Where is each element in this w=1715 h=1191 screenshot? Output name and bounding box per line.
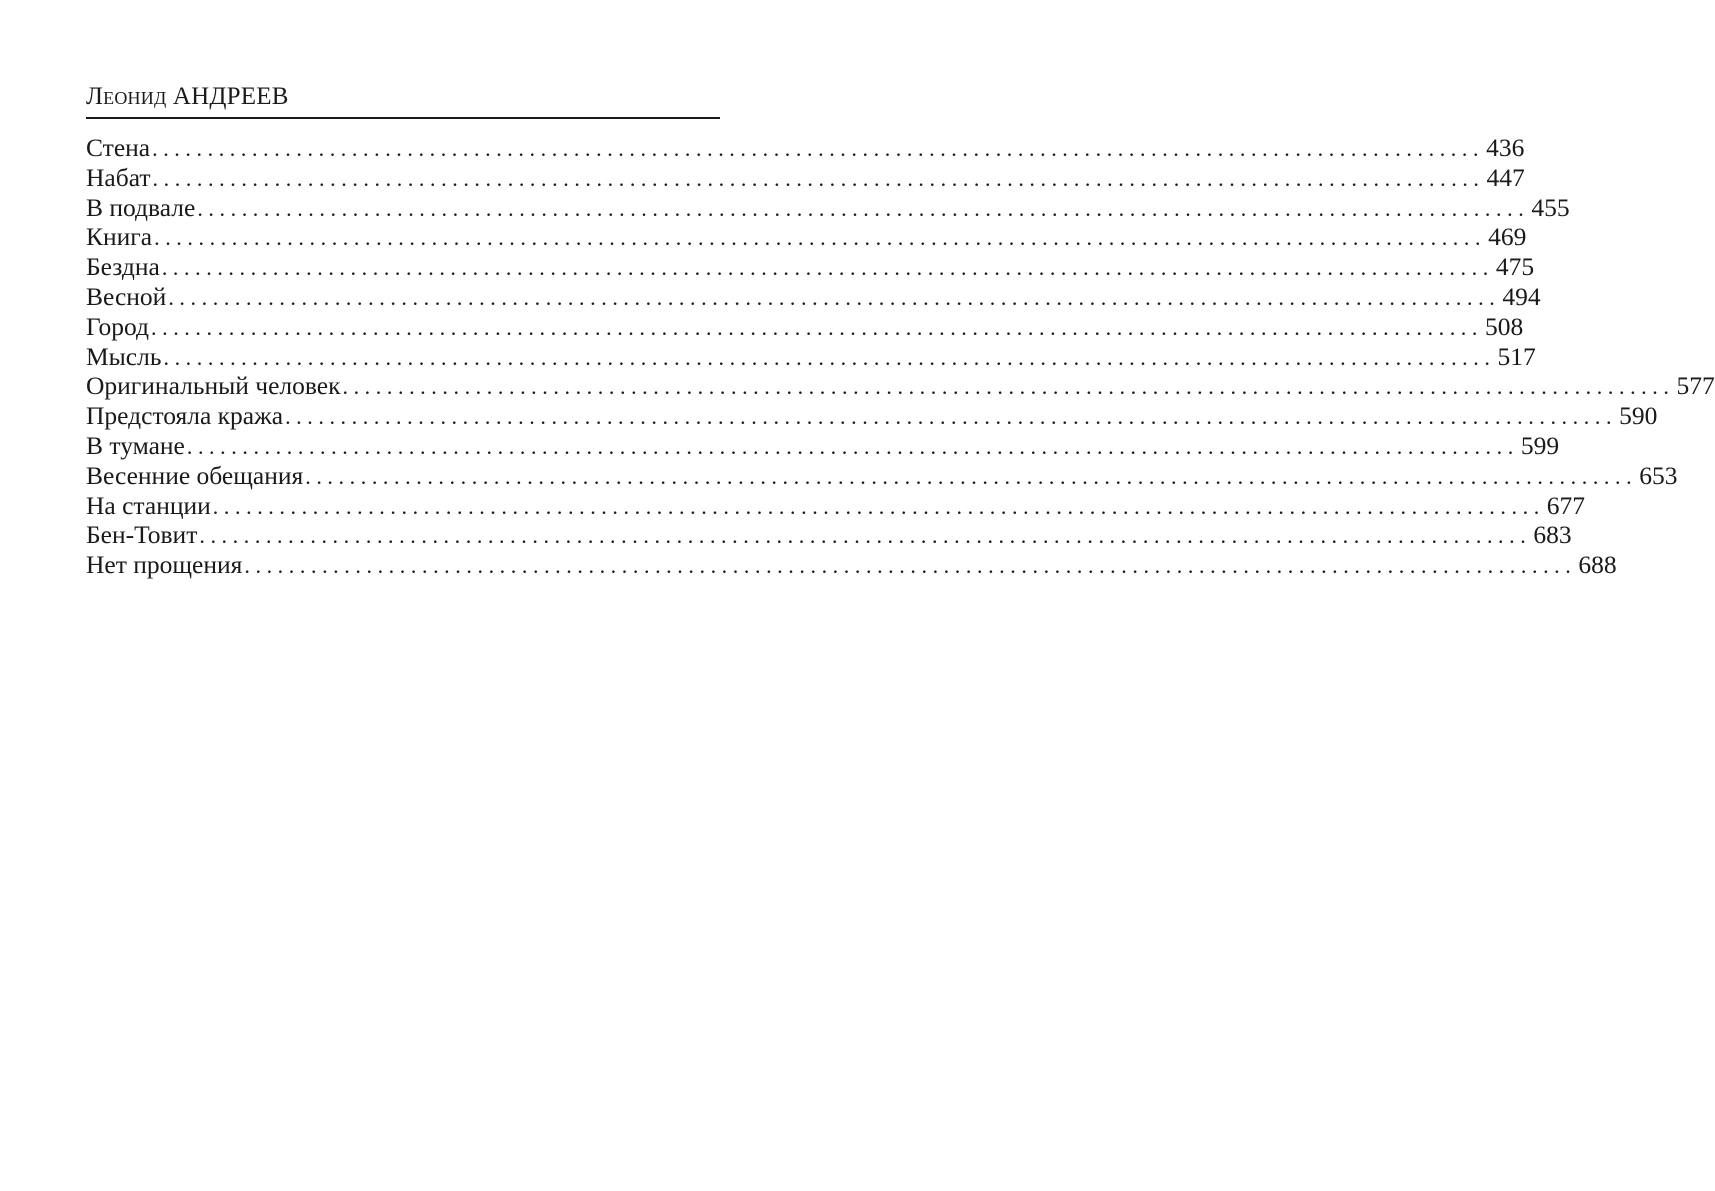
toc-entry <box>86 460 1678 491</box>
toc-entry-title: Весенние обещания <box>86 460 304 490</box>
table-of-contents <box>86 133 1715 580</box>
toc-entry-title: Бен-Товит <box>86 520 198 550</box>
dot-leader: ........................................................................................................................ <box>342 374 1675 400</box>
toc-entry-page: 469 <box>1488 222 1527 252</box>
toc-entry-title: Книга <box>86 222 153 252</box>
toc-entry-page: 455 <box>1531 192 1570 222</box>
toc-entry <box>86 222 1527 252</box>
dot-leader: ........................................................................................................................ <box>212 493 1545 519</box>
toc-entry-title: Бездна <box>86 252 160 282</box>
toc-entry <box>86 162 1525 193</box>
toc-entry-title: Оригинальный человек <box>86 371 341 401</box>
dot-leader: ........................................................................................................................ <box>244 553 1577 579</box>
toc-entry-title: Весной <box>86 281 167 311</box>
toc-entry-title: Город <box>86 311 149 341</box>
toc-entry-title: Стена <box>86 133 151 162</box>
toc-entry <box>86 252 1535 282</box>
dot-leader: ........................................................................................................................ <box>186 433 1519 459</box>
dot-leader: ........................................................................................................................ <box>197 195 1530 221</box>
toc-entry-page: 577 <box>1676 371 1715 401</box>
toc-entry-title: Предстояла кража <box>86 401 284 431</box>
toc-entry-page: 599 <box>1520 430 1560 460</box>
toc-entry <box>86 341 1536 372</box>
toc-entry <box>86 401 1658 431</box>
toc-entry-title: Нет прощения <box>86 550 243 580</box>
toc-entry-page: 508 <box>1485 311 1524 341</box>
toc-entry <box>86 430 1560 461</box>
toc-entry-page: 688 <box>1578 550 1617 580</box>
dot-leader: ........................................................................................................................ <box>199 523 1532 549</box>
toc-entry-title: На станции <box>86 490 211 520</box>
toc-entry-page: 683 <box>1533 520 1572 550</box>
dot-leader: ........................................................................................................................ <box>154 225 1487 251</box>
author-last-name: АНДРЕЕВ <box>172 83 289 110</box>
toc-entry-page: 494 <box>1502 281 1541 311</box>
toc-entry <box>86 371 1715 401</box>
dot-leader: ........................................................................................................................ <box>285 404 1618 430</box>
toc-entry <box>86 133 1525 163</box>
running-head-author <box>86 82 289 112</box>
toc-entry <box>86 550 1617 580</box>
author-first-name: Леонид <box>86 83 167 110</box>
toc-entry-page: 677 <box>1546 490 1586 520</box>
toc-entry <box>86 520 1572 550</box>
toc-entry-page: 653 <box>1639 460 1678 490</box>
dot-leader: ........................................................................................................................ <box>152 136 1485 161</box>
dot-leader: ........................................................................................................................ <box>161 255 1494 281</box>
toc-entry-page: 590 <box>1619 401 1658 431</box>
dot-leader: ........................................................................................................................ <box>151 314 1483 340</box>
header-rule <box>86 117 720 119</box>
dot-leader: ........................................................................................................................ <box>152 165 1485 191</box>
toc-entry-page: 436 <box>1486 133 1525 162</box>
dot-leader: ........................................................................................................................ <box>305 463 1638 489</box>
toc-entry-title: В тумане <box>86 430 185 460</box>
dot-leader: ........................................................................................................................ <box>163 344 1496 370</box>
toc-entry-title: Мысль <box>86 341 162 371</box>
toc-entry <box>86 281 1541 312</box>
toc-entry-title: В подвале <box>86 192 196 222</box>
toc-entry-page: 447 <box>1486 162 1525 192</box>
dot-leader: ........................................................................................................................ <box>168 284 1501 310</box>
toc-entry-page: 475 <box>1495 252 1535 282</box>
toc-entry <box>86 192 1570 223</box>
toc-entry <box>86 311 1524 342</box>
toc-entry <box>86 490 1586 521</box>
toc-entry-title: Набат <box>86 162 151 192</box>
toc-entry-page: 517 <box>1497 341 1536 371</box>
